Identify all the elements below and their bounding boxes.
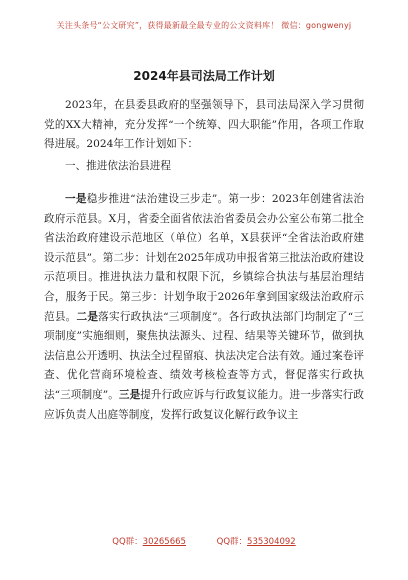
intro-paragraph: 2023年，在县委县政府的坚强领导下，县司法局深入学习贯彻党的XX大精神，充分发挥“一个统筹、四大职能”作用，各项工作取得进展。2024年工作计划如下： [44, 99, 364, 151]
qq2-label: QQ群： [216, 537, 248, 547]
lead-three: 三是 [118, 388, 141, 401]
qq1-value[interactable]: 30265665 [142, 537, 186, 547]
footer-qq-group-1 [112, 535, 186, 547]
footer-contact [0, 535, 408, 547]
body-paragraph [44, 190, 364, 425]
document-title: 2024年县司法局工作计划 [133, 69, 275, 83]
lead-two: 二是 [76, 310, 99, 323]
footer-qq-group-2 [217, 535, 296, 547]
qq1-label: QQ群： [112, 537, 143, 547]
lead-one: 一是 [65, 193, 87, 205]
header-promo-note: 关注头条号“公文研究”，获得最新最全最专业的公文资料库！ 微信：gongwenyj [56, 21, 352, 30]
section-heading: 一、推进依法治县进程 [65, 160, 171, 172]
body-text-one: 稳步推进“法治建设三步走”。第一步：2023年创建省法治政府示范县。X月，省委全面省依法治省委员会办公室公布第二批全省法治政府建设示范地区（单位）名单，X县获评“全省法治政府建设示范县”。第二步：计划在2025年成功申报省第三批法治政府建设示范项目。推进执法力量和权限下沉，乡镇综合执法与基层治理结合，服务于民。第三步：计划争取于2026年拿到国家级法治政府示范县。 [44, 193, 365, 323]
qq2-value[interactable]: 535304092 [247, 537, 296, 547]
body-text-three: 提升行政应诉与行政复议能力。进一步落实行政应诉负责人出庭等制度，发挥行政复议化解行政争议主 [44, 388, 365, 421]
body-text-two: 落实行政执法“三项制度”。各行政执法部门均制定了“三项制度”实施细则，聚焦执法源头、过程、结果等关键环节，做到执法信息公开透明、执法全过程留痕、执法决定合法有效。通过案卷评查、优化营商环境检查、绩效考核检查等方式，督促落实行政执法“三项制度”。 [44, 310, 365, 401]
